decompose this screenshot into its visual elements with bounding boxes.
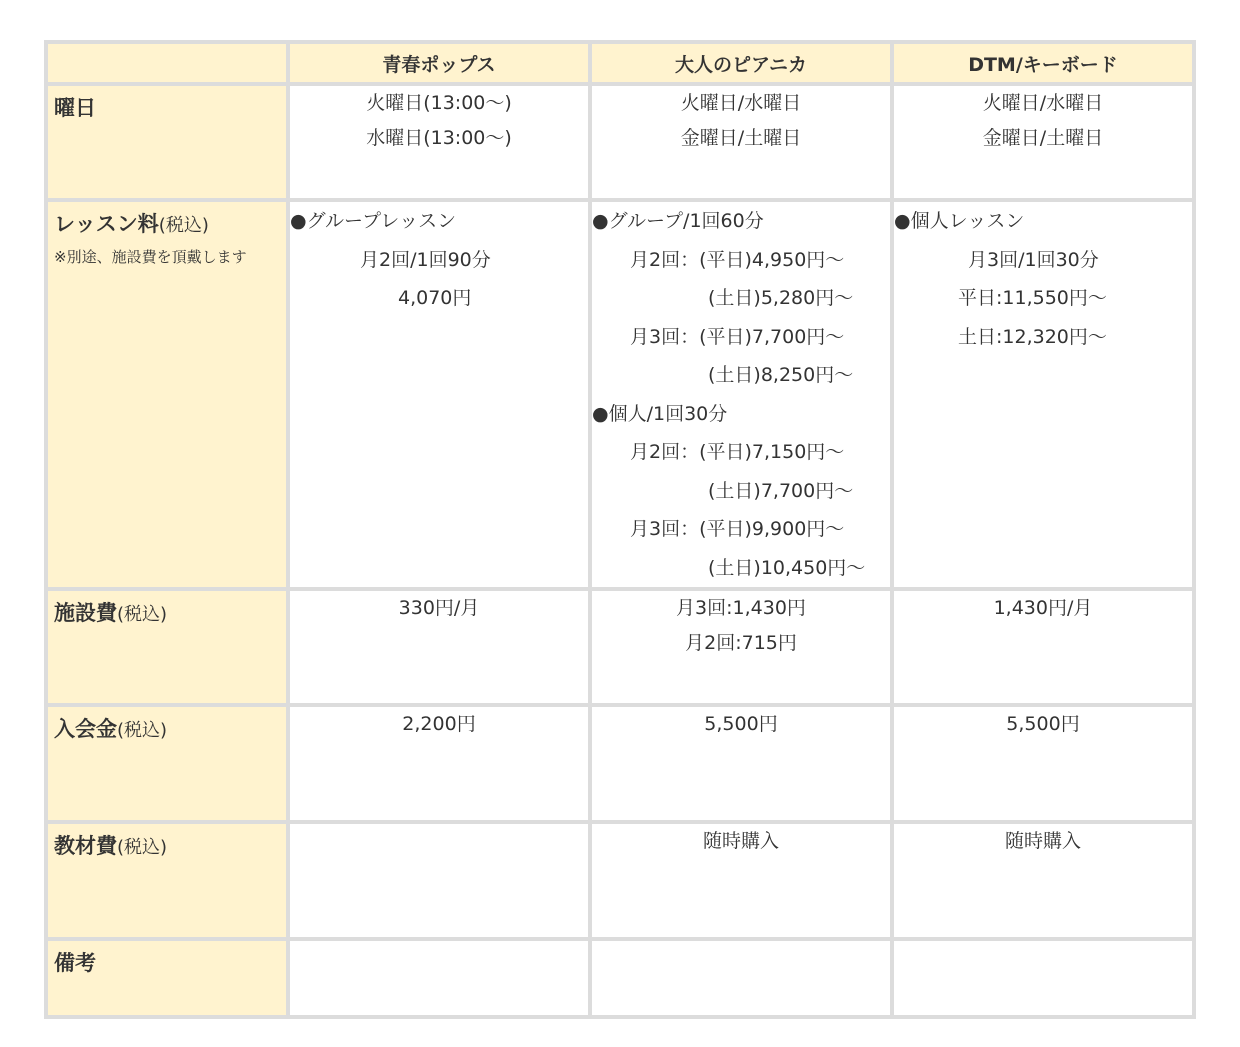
cell-remarks-seishun	[288, 939, 590, 1017]
row-label-tax-note: (税込)	[158, 215, 209, 236]
cell-line: 月2回：(平日)7,150円～	[630, 441, 845, 463]
row-label-text: 曜日	[54, 96, 96, 120]
cell-line: ●個人/1回30分	[592, 402, 728, 425]
row-label-facility-fee	[46, 589, 288, 705]
row-label-tax-note: (税込)	[117, 604, 168, 625]
row-label-tax-note: (税込)	[117, 720, 168, 741]
table-row-materials-fee	[46, 822, 1194, 939]
cell-youbi-pianica	[590, 84, 892, 200]
cell-facility-dtm	[892, 589, 1194, 705]
cell-remarks-pianica	[590, 939, 892, 1017]
cell-line: 随時購入	[702, 830, 779, 852]
cell-materials-dtm	[892, 822, 1194, 939]
header-course-otona-pianica: 大人のピアニカ	[590, 42, 892, 84]
cell-line: 月3回/1回30分	[968, 248, 1099, 271]
cell-line: 2,200円	[402, 713, 476, 735]
cell-materials-pianica	[590, 822, 892, 939]
cell-enrollment-pianica	[590, 705, 892, 822]
table-header-row	[46, 42, 1194, 84]
cell-line: 5,500円	[704, 713, 778, 735]
cell-line: 5,500円	[1006, 713, 1080, 735]
cell-line: 1,430円/月	[993, 597, 1093, 619]
table-row-lesson-fee	[46, 200, 1194, 589]
table-row-youbi	[46, 84, 1194, 200]
cell-line: 4,070円	[398, 287, 472, 309]
cell-lesson-seishun	[288, 200, 590, 589]
table-row-facility-fee	[46, 589, 1194, 705]
cell-line: ●グループレッスン	[290, 210, 457, 232]
cell-line: 火曜日/水曜日	[680, 92, 802, 114]
cell-line: 随時購入	[1004, 830, 1081, 852]
cell-line: 月2回:715円	[685, 632, 797, 654]
row-label-materials-fee	[46, 822, 288, 939]
cell-lesson-dtm	[892, 200, 1194, 589]
table-row-remarks	[46, 939, 1194, 1017]
row-label-text: 備考	[54, 951, 96, 975]
cell-enrollment-seishun	[288, 705, 590, 822]
cell-facility-seishun	[288, 589, 590, 705]
header-course-dtm-keyboard: DTM/キーボード	[892, 42, 1194, 84]
cell-line: 金曜日/土曜日	[680, 127, 802, 149]
cell-line: 金曜日/土曜日	[982, 127, 1104, 149]
cell-line: 火曜日/水曜日	[982, 92, 1104, 114]
cell-line: (土日)5,280円～	[708, 287, 854, 309]
cell-enrollment-dtm	[892, 705, 1194, 822]
row-label-enrollment-fee	[46, 705, 288, 822]
cell-line: 土日:12,320円～	[958, 325, 1107, 348]
cell-line: (土日)8,250円～	[708, 364, 854, 386]
row-label-text: 施設費	[54, 601, 117, 625]
facility-fee-note: ※別途、施設費を頂戴します	[54, 248, 247, 266]
row-label-remarks	[46, 939, 288, 1017]
cell-line: 火曜日(13:00～)	[366, 92, 512, 114]
cell-line: 月2回：(平日)4,950円～	[630, 248, 845, 271]
cell-line: 月3回：(平日)9,900円～	[630, 518, 845, 540]
table-row-enrollment-fee	[46, 705, 1194, 822]
row-label-lesson-fee	[46, 200, 288, 589]
cell-line: 月3回：(平日)7,700円～	[630, 325, 845, 348]
cell-youbi-seishun	[288, 84, 590, 200]
row-label-text: 入会金	[54, 717, 117, 741]
cell-facility-pianica	[590, 589, 892, 705]
cell-line: 平日:11,550円～	[958, 287, 1107, 309]
cell-line: ●グループ/1回60分	[592, 210, 764, 232]
cell-youbi-dtm	[892, 84, 1194, 200]
row-label-text: 教材費	[54, 834, 117, 858]
cell-materials-seishun	[288, 822, 590, 939]
row-label-tax-note: (税込)	[117, 837, 168, 858]
header-course-seishun-pops: 青春ポップス	[288, 42, 590, 84]
cell-line: 月3回:1,430円	[676, 597, 806, 619]
cell-lesson-pianica	[590, 200, 892, 589]
cell-remarks-dtm	[892, 939, 1194, 1017]
row-label-text: レッスン料	[54, 212, 159, 236]
cell-line: 330円/月	[398, 597, 480, 619]
cell-line: 水曜日(13:00～)	[366, 127, 512, 149]
cell-line: ●個人レッスン	[894, 210, 1025, 232]
row-label-youbi	[46, 84, 288, 200]
header-corner-cell	[46, 42, 288, 84]
cell-line: 月2回/1回90分	[360, 248, 491, 271]
lesson-fee-table	[44, 40, 1196, 1019]
cell-line: (土日)10,450円～	[708, 556, 866, 579]
cell-line: (土日)7,700円～	[708, 479, 854, 502]
